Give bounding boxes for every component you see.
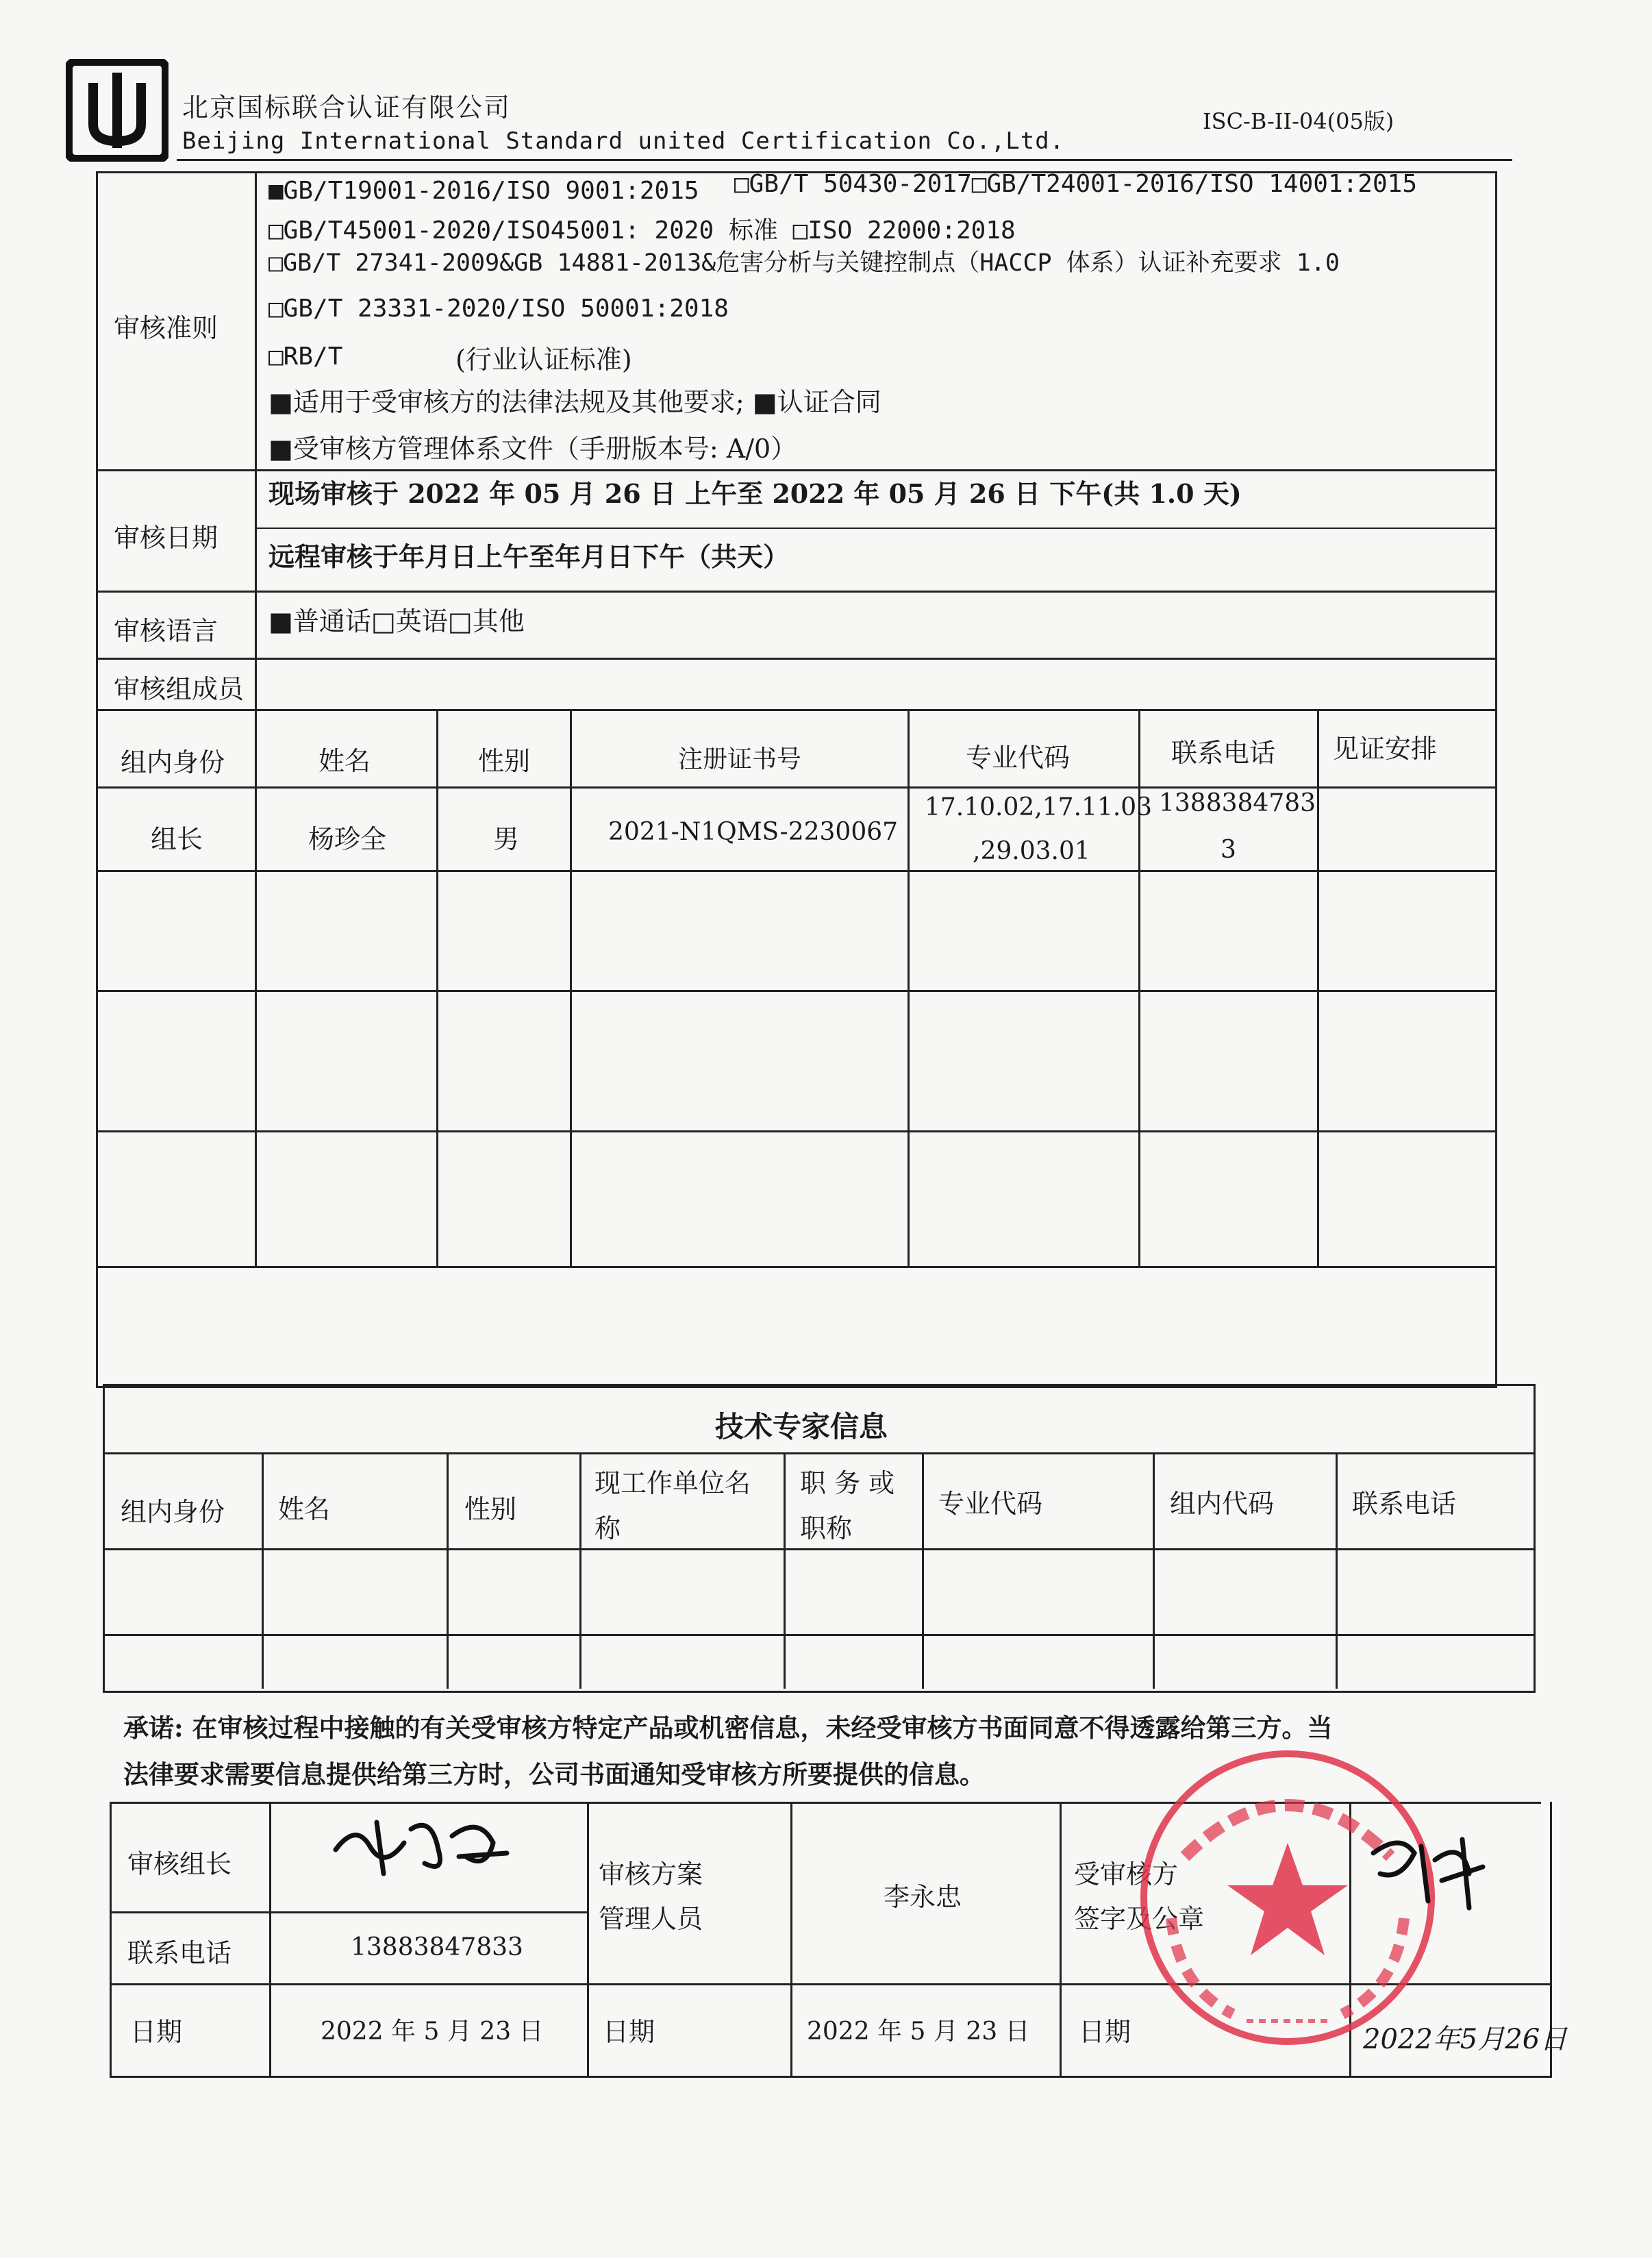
criteria-line: ■GB/T19001-2016/ISO 9001:2015 (268, 177, 699, 205)
col-divider (1317, 709, 1319, 1266)
plan-manager-label: 审核方案 (599, 1859, 703, 1889)
col-divider (1060, 1802, 1062, 2076)
col-divider (436, 709, 438, 1266)
date-row-divider (257, 528, 1495, 529)
team-header-phone: 联系电话 (1171, 738, 1276, 768)
row-divider (96, 990, 1495, 992)
row-divider (96, 1130, 1495, 1132)
col-divider (790, 1802, 792, 2076)
col-divider (579, 1452, 581, 1689)
row-divider (96, 469, 1495, 471)
date-label: 日期 (1079, 2017, 1131, 2047)
date-label: 日期 (603, 2017, 655, 2047)
criteria-line: □GB/T45001-2020/ISO45001: 2020 标准 □ISO 22000:2018 (268, 216, 1016, 245)
team-row-code: 17.10.02,17.11.03 (925, 793, 1153, 821)
experts-title: 技术专家信息 (715, 1410, 888, 1443)
row-divider (96, 709, 1495, 711)
team-row-cert: 2021-N1QMS-2230067 (608, 818, 899, 846)
expert-header-unit: 现工作单位名 (595, 1468, 751, 1498)
language-label: 审核语言 (114, 616, 218, 646)
leader-label: 审核组长 (127, 1849, 232, 1879)
col-divider (1336, 1452, 1338, 1689)
leader-date: 2022 年 5 月 23 日 (321, 2018, 544, 2046)
expert-header-role: 组内身份 (121, 1497, 225, 1527)
col-divider (908, 709, 910, 1266)
criteria-line: □GB/T 50430-2017□GB/T24001-2016/ISO 14001:2015 (734, 170, 1417, 198)
expert-header-unit: 称 (595, 1513, 621, 1543)
col-divider (269, 1802, 271, 2076)
row-divider (103, 1548, 1534, 1550)
team-row-name: 杨珍全 (308, 824, 387, 854)
commitment-text: 法律要求需要信息提供给第三方时，公司书面通知受审核方所要提供的信息。 (123, 1759, 985, 1789)
expert-header-title: 职称 (800, 1513, 853, 1543)
auditee-label: 签字及公章 (1074, 1904, 1205, 1934)
company-logo (66, 59, 168, 162)
row-divider (110, 1911, 589, 1913)
col-divider (1153, 1452, 1155, 1689)
col-divider (262, 1452, 264, 1689)
remote-audit-date: 远程审核于年月日上午至年月日下午（共天） (268, 541, 790, 572)
dates-label: 审核日期 (114, 523, 218, 553)
document-number: ISC-B-II-04(05版) (1203, 108, 1394, 134)
team-header-gender: 性别 (478, 746, 531, 776)
auditee-signature (1360, 1826, 1497, 1922)
plan-manager-name: 李永忠 (884, 1882, 962, 1912)
expert-header-code: 专业代码 (938, 1489, 1043, 1519)
team-row-role: 组长 (151, 824, 203, 854)
auditee-handwritten-date: 2022年5月26日 (1363, 2024, 1568, 2055)
criteria-line: □GB/T 23331-2020/ISO 50001:2018 (268, 295, 729, 323)
leader-phone: 13883847833 (351, 1933, 523, 1961)
team-header-name: 姓名 (318, 746, 371, 776)
onsite-audit-date: 现场审核于 2022 年 05 月 26 日 上午至 2022 年 05 月 26 日 下午(共 1.0 天) (268, 478, 1242, 509)
row-divider (103, 1452, 1534, 1454)
company-name-cn: 北京国标联合认证有限公司 (182, 92, 512, 123)
phone-label: 联系电话 (127, 1938, 232, 1968)
team-label: 审核组成员 (114, 674, 245, 704)
team-header-role: 组内身份 (121, 747, 225, 778)
team-row-phone: 1388384783 (1159, 789, 1316, 817)
col-divider (587, 1802, 589, 2076)
col-divider (570, 709, 572, 1266)
team-row-code: ,29.03.01 (973, 837, 1090, 865)
row-divider (103, 1634, 1534, 1636)
row-divider (96, 786, 1495, 789)
col-divider (922, 1452, 924, 1689)
row-divider (96, 658, 1495, 660)
leader-signature (329, 1809, 521, 1884)
expert-header-title: 职 务 或 (800, 1468, 895, 1498)
criteria-line: ■适用于受审核方的法律法规及其他要求; ■认证合同 (268, 387, 881, 417)
col-divider (1138, 709, 1140, 1266)
team-row-phone: 3 (1221, 836, 1236, 864)
expert-header-group-code: 组内代码 (1170, 1489, 1275, 1519)
team-row-gender: 男 (493, 824, 520, 854)
company-name-en: Beijing International Standard united Certification Co.,Ltd. (182, 127, 1065, 155)
expert-header-gender: 性别 (464, 1494, 517, 1524)
language-value: ■普通话□英语□其他 (268, 606, 525, 636)
expert-header-phone: 联系电话 (1352, 1489, 1457, 1519)
team-header-witness: 见证安排 (1333, 734, 1438, 764)
criteria-line: □RB/T (268, 343, 343, 371)
expert-header-name: 姓名 (278, 1494, 331, 1524)
col-divider (255, 709, 257, 1266)
auditee-label: 受审核方 (1074, 1859, 1179, 1889)
row-divider (96, 1266, 1495, 1268)
criteria-line: ■受审核方管理体系文件（手册版本号: A/0） (268, 434, 797, 464)
row-divider (96, 870, 1495, 872)
team-header-cert: 注册证书号 (678, 745, 802, 773)
criteria-line: □GB/T 27341-2009&GB 14881-2013&危害分析与关键控制点（HACCP 体系）认证补充要求 1.0 (268, 249, 1340, 277)
criteria-line: (行业认证标准) (455, 345, 632, 375)
col-divider (784, 1452, 786, 1689)
header-divider (177, 159, 1512, 161)
plan-manager-label: 管理人员 (599, 1904, 703, 1934)
date-label: 日期 (130, 2017, 183, 2047)
col-divider (447, 1452, 449, 1689)
row-divider (96, 591, 1495, 593)
plan-date: 2022 年 5 月 23 日 (807, 2018, 1030, 2046)
commitment-text: 承诺: 在审核过程中接触的有关受审核方特定产品或机密信息，未经受审核方书面同意不得透露给第三方。当 (123, 1713, 1333, 1743)
criteria-label: 审核准则 (114, 313, 218, 343)
label-column-divider (255, 171, 257, 709)
team-header-code: 专业代码 (966, 743, 1071, 773)
